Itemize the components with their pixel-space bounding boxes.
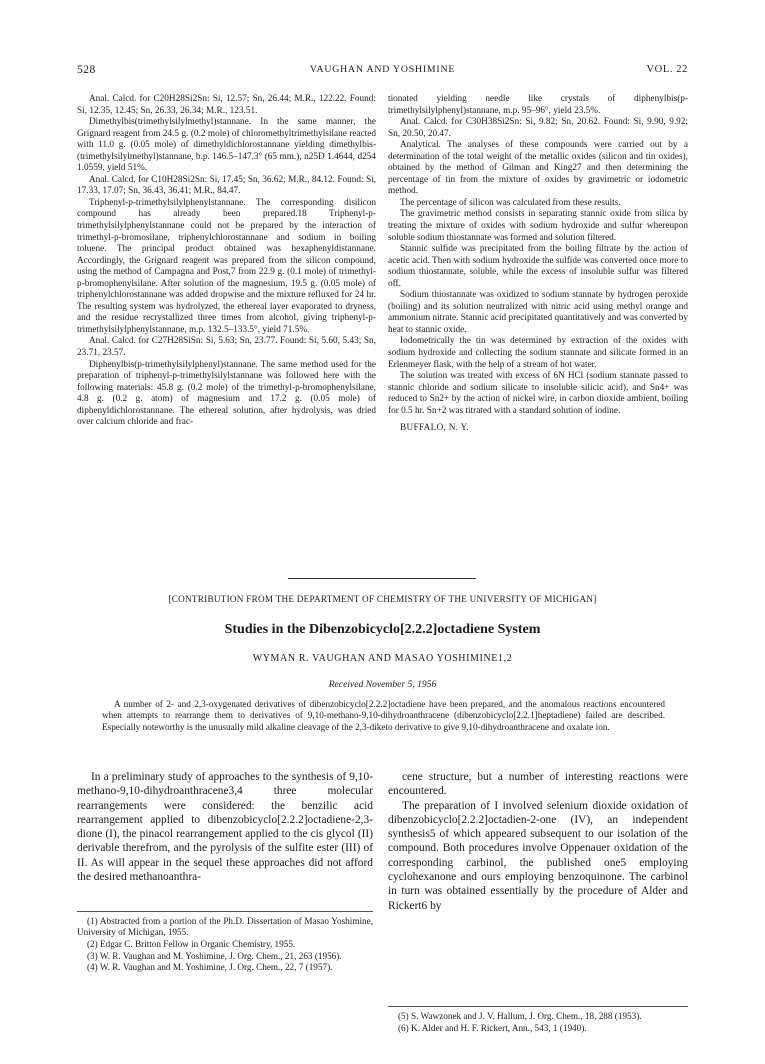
location-line: BUFFALO, N. Y. [400,423,470,434]
abstract: A number of 2- and 2,3-oxygenated derivatives of dibenzobicyclo[2.2.2]octadiene have been prepared, and the anomalous reactions encountered when attempts to rearrange them to derivatives of 9,10-methano-9,10-dihydroanthracene (dibenzobicyclo[2.2.1]heptadiene) failed are described. Especially noteworthy is the unusually mild alkaline cleavage of the 2,3-diketo derivative to give 9,10-dihydroanthracene and oxalate ion. [102,699,665,732]
paragraph: cene structure, but a number of interesting reactions were encountered. [388,771,688,798]
footnote-divider [77,911,373,912]
footnote: (2) Edgar C. Britton Fellow in Organic Chemistry, 1955. [87,938,296,949]
paragraph: Iodometrically the tin was determined by extraction of the oxides with sodium hydroxide and collecting the sodium stannate and silicate formed in an Erlenmeyer flask, with the help of a stream of hot water. [388,336,688,370]
paragraph: The preparation of I involved selenium dioxide oxidation of dibenzobicyclo[2.2.2]octadien-2-one (IV), an independent synthesis5 of which appeared subsequent to our isolation of the compound. Both procedures involve Oppenauer oxidation of the corresponding carbinol, the published one5 employing cyclohexanone and ours employing benzoquinone. The carbinol in turn was obtained essentially by the procedure of Alder and Rickert6 by [388,799,688,912]
paragraph: Triphenyl-p-trimethylsilylphenylstannane. The corresponding disilicon compound has already been prepared.18 Triphenyl-p-trimethylsilylphenylstannane could not be prepared by the interaction of trimethyl-p-bromosilane, triphenylchlorostannane and sodium in boiling toluene. The principal product obtained was hexaphenyldistannane. Accordingly, the Grignard reagent was prepared from the silicon compound, using the method of Campagna and Post,7 from 22.9 g. (0.1 mole) of trimethyl-p-bromophenylsilane. After solution of the magnesium, 19.5 g. (0.05 mole) of triphenylchlorostannane was added dropwise and the mixture refluxed for 24 hr. The resulting system was hydrolyzed, the ethereal layer evaporated to dryness, and the residue recrystallized three times from alcohol, giving triphenyl-p-trimethylsilylphenylstannane, m.p. 132.5–133.5°, yield 71.5%. [77,197,376,335]
paragraph: Analytical. The analyses of these compounds were carried out by a determination of the total weight of the metallic oxides (silicon and tin oxides), obtained by the method of Gilman and King27 and then determining the percentage of tin from the mixture of oxides by gravimetric or iodometric method. [388,140,688,197]
paragraph: The gravimetric method consists in separating stannic oxide from silica by treating the mixture of oxides with sodium hydroxide and sulfur whereupon soluble sodium thiostannate was formed and solution filtered. [388,209,688,243]
article-authors: WYMAN R. VAUGHAN AND MASAO YOSHIMINE1,2 [252,653,513,664]
received-date: Received November 5, 1956 [328,679,437,690]
footnotes-right [388,1011,688,1034]
volume-label: VOL. 22 [646,64,688,75]
running-title: VAUGHAN AND YOSHIMINE [309,64,456,75]
footnote-divider [388,1006,688,1007]
body-right-column [388,770,688,913]
contribution-line: [CONTRIBUTION FROM THE DEPARTMENT OF CHEMISTRY OF THE UNIVERSITY OF MICHIGAN] [168,594,597,604]
page-number: 528 [77,64,96,76]
paragraph: Diphenylbis(p-trimethylsilylphenyl)stannane. The same method used for the preparation of triphenyl-p-trimethylsilylstannane was followed here with the following materials: 45.8 g. (0.2 mole) of the trimethyl-p-bromophenylsilane, 4.8 g. (0.2 g. atom) of magnesium and 17.2 g. (0.05 mole) of diphenyldichlorostannane. The ethereal solution, after hydrolysis, was dried over calcium chloride and frac- [77,359,376,428]
footnotes-left [77,916,373,974]
paragraph: Anal. Calcd. for C10H28Si2Sn: Si, 17.45; Sn, 36.62; M.R., 84.12. Found: Si, 17.33, 17.07; Sn, 36.43, 36.41; M.R., 84.47. [77,174,376,197]
running-header [77,64,688,80]
experimental-right-column [388,94,688,435]
paragraph: Anal. Calcd. for C20H28Si2Sn: Si, 12.57; Sn, 26.44; M.R., 122.22. Found: Si, 12.35, 12.45; Sn, 26.33, 26.34; M.R., 123.51. [77,94,376,116]
footnote: (3) W. R. Vaughan and M. Yoshimine, J. Org. Chem., 21, 263 (1956). [87,950,342,961]
paragraph: tionated yielding needle like crystals of diphenylbis(p-trimethylsilylphenyl)stannane, m.p. 95–96°, yield 23.5%. [388,94,688,116]
footnote: (4) W. R. Vaughan and M. Yoshimine, J. Org. Chem., 22, 7 (1957). [87,962,333,973]
body-left-column [77,770,373,884]
paragraph: Dimethylbis(trimethylsilylmethyl)stannane. In the same manner, the Grignard reagent from 24.5 g. (0.2 mole) of chloromethyltrimethylsilane reacted with 11.0 g. (0.05 mole) of dimethyldichlorostannane yielding dimethylbis-(trimethylsilylmethyl)stannane, b.p. 146.5–147.3° (65 mm.), n25D 1.4644, d254 1.0559, yield 51%. [77,117,376,174]
footnote: (5) S. Wawzonek and J. V. Hallum, J. Org. Chem., 18, 288 (1953). [398,1011,642,1021]
article-title: Studies in the Dibenzobicyclo[2.2.2]octadiene System [224,622,541,637]
paragraph: The solution was treated with excess of 6N HCl (sodium stannate passed to stannic chloride and sodium silicate to insoluble silicic acid), and Sn4+ was reduced to Sn2+ by the action of nickel wire, in carbon dioxide ambient, boiling for 0.5 hr. Sn+2 was titrated with a standard solution of iodine. [388,371,688,416]
paragraph: Stannic sulfide was precipitated from the boiling filtrate by the action of acetic acid. Then with sodium hydroxide the sulfide was converted once more to sodium thiostannate, soluble, while the excess of insoluble sulfur was filtered off. [388,244,688,289]
footnote: (6) K. Alder and H. F. Rickert, Ann., 543, 1 (1940). [398,1022,587,1033]
paragraph: Anal. Calcd. for C27H28SiSn: Si, 5.63; Sn, 23.77. Found: Si, 5.60, 5.43; Sn, 23.71, 23.57. [77,336,376,359]
experimental-left-column [77,94,376,429]
paragraph: In a preliminary study of approaches to the synthesis of 9,10-methano-9,10-dihydroanthracene3,4 three molecular rearrangements were considered: the benzilic acid rearrangement applied to dibenzobicyclo[2.2.2]octadiene-2,3-dione (I), the pinacol rearrangement applied to the cis glycol (II) derivable therefrom, and the pyrolysis of the sulfite ester (III) of II. As will appear in the sequel these approaches did not afford the desired methanoanthra- [77,771,373,884]
paragraph: Sodium thiostannate was oxidized to sodium stannate by hydrogen peroxide (boiling) and its solution neutralized with nitric acid using methyl orange and ammonium nitrate. Stannic acid precipitated quantitatively and was converted by heat to stannic oxide. [388,290,689,335]
footnote: (1) Abstracted from a portion of the Ph.D. Dissertation of Masao Yoshimine, University of Michigan, 1955. [77,916,373,938]
paragraph: The percentage of silicon was calculated from these results. [400,197,621,208]
paragraph: Anal. Calcd. for C30H38Si2Sn: Si, 9.82; Sn, 20.62. Found: Si, 9.90, 9.92; Sn, 20.50, 20.47. [388,117,688,139]
section-divider [288,578,476,579]
